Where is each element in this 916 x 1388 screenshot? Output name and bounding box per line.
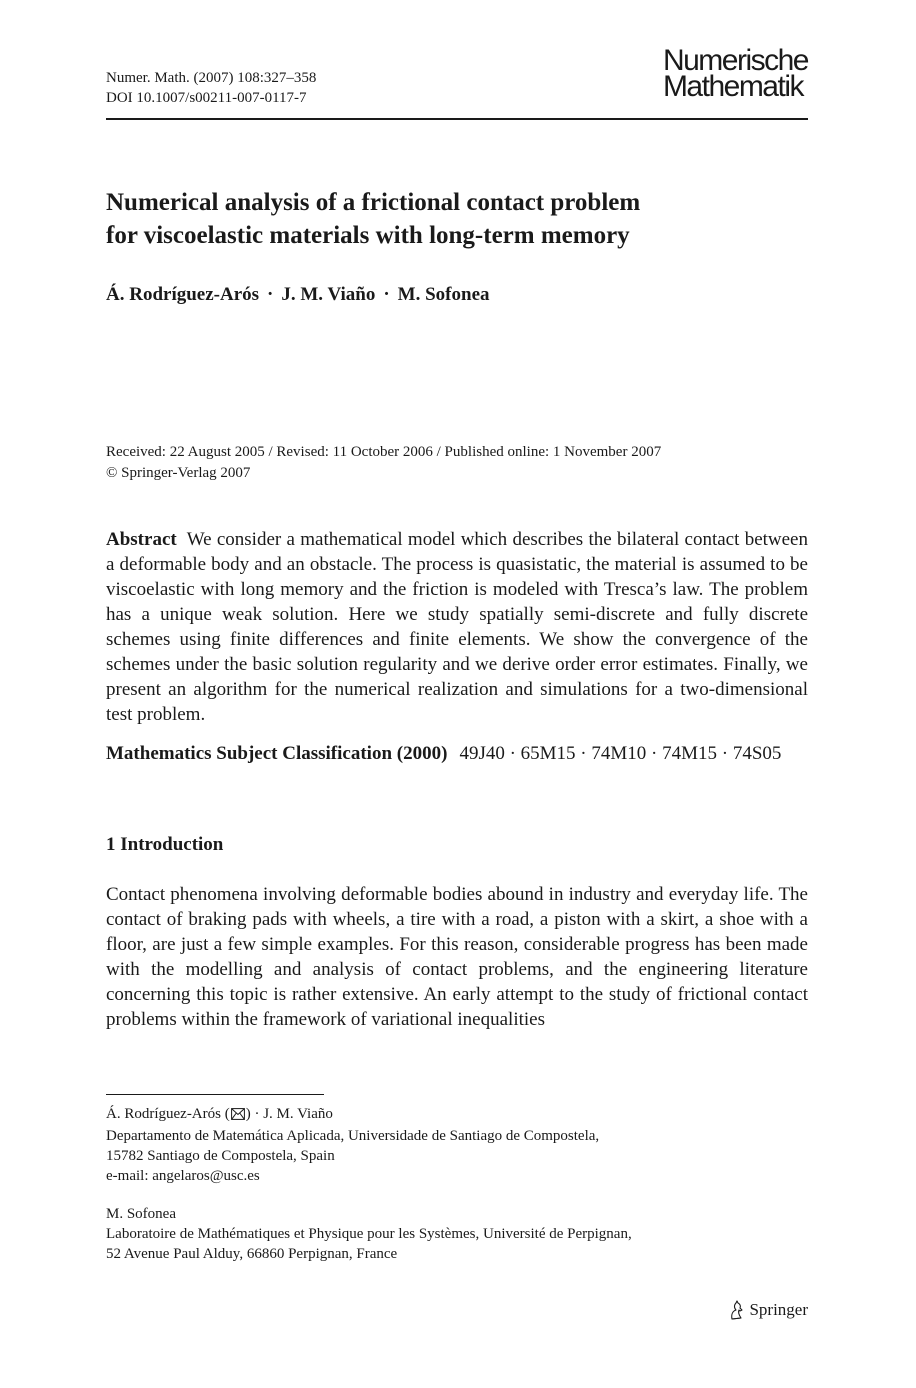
affiliation-author-a: Á. Rodríguez-Arós ( xyxy=(106,1106,230,1122)
affiliation-line: Departamento de Matemática Aplicada, Universidade de Santiago de Compostela, xyxy=(106,1128,600,1144)
copyright-line: © Springer-Verlag 2007 xyxy=(106,465,251,481)
envelope-icon xyxy=(231,1106,245,1126)
affiliation-line: Laboratoire de Mathématiques et Physique pour les Systèmes, Université de Perpignan, xyxy=(106,1226,632,1242)
abstract xyxy=(106,527,808,727)
journal-logo-line2: Mathematik xyxy=(662,70,803,103)
publication-dates xyxy=(106,442,661,484)
section-heading: 1 Introduction xyxy=(106,834,224,855)
doi-line: DOI 10.1007/s00211-007-0117-7 xyxy=(106,90,307,106)
publisher-logo xyxy=(728,1298,808,1322)
author-list xyxy=(106,282,490,308)
journal-logo-line1: Numerische xyxy=(662,44,808,77)
publisher-name: Springer xyxy=(749,1300,808,1319)
citation-line: Numer. Math. (2007) 108:327–358 xyxy=(106,70,317,86)
affiliation-authors xyxy=(106,1104,808,1126)
header-rule xyxy=(106,118,808,120)
msc-label: Mathematics Subject Classification (2000) xyxy=(106,743,448,764)
paper-page xyxy=(106,0,808,1388)
affiliation-line: 52 Avenue Paul Alduy, 66860 Perpignan, France xyxy=(106,1246,398,1262)
affiliation-line: 15782 Santiago de Compostela, Spain xyxy=(106,1148,335,1164)
springer-horse-icon xyxy=(728,1300,744,1320)
msc-codes: 49J40 · 65M15 · 74M10 · 74M15 · 74S05 xyxy=(459,743,782,764)
history-line: Received: 22 August 2005 / Revised: 11 October 2006 / Published online: 1 November 2007 xyxy=(106,444,662,460)
journal-header xyxy=(106,44,808,120)
author-name: Á. Rodríguez-Arós xyxy=(106,284,260,305)
author-separator: · xyxy=(383,284,390,305)
paper-title xyxy=(106,186,808,252)
affiliations xyxy=(106,1104,808,1282)
author-name: J. M. Viaño xyxy=(281,284,376,305)
subject-classification xyxy=(106,741,808,766)
email-line: e-mail: angelaros@usc.es xyxy=(106,1168,260,1184)
affiliation-authors: M. Sofonea xyxy=(106,1206,176,1222)
affiliation-author-b: ) · J. M. Viaño xyxy=(245,1106,333,1122)
author-name: M. Sofonea xyxy=(397,284,490,305)
author-separator: · xyxy=(267,284,274,305)
affiliation-block xyxy=(106,1104,808,1186)
title-line: for viscoelastic materials with long-term memory xyxy=(106,222,630,249)
journal-logo xyxy=(662,44,808,103)
footnote-rule xyxy=(106,1094,324,1095)
citation xyxy=(106,68,316,108)
abstract-label: Abstract xyxy=(106,529,177,550)
abstract-text: We consider a mathematical model which describes the bilateral contact between a deformable body and an obstacle. The process is quasistatic, the material is assumed to be viscoelastic with long memory and the friction is modeled with Tresca’s law. The problem has a unique weak solution. Here we study spatially semi-discrete and fully discrete schemes using finite differences and finite elements. We show the convergence of the schemes under the basic solution regularity and we derive order error estimates. Finally, we present an algorithm for the numerical realization and simulations for a two-dimensional test problem. xyxy=(106,529,808,725)
title-line: Numerical analysis of a frictional contact problem xyxy=(106,189,641,216)
introduction-text: Contact phenomena involving deformable bodies abound in industry and everyday life. The contact of braking pads with wheels, a tire with a road, a piston with a skirt, a shoe with a floor, are just a few simple examples. For this reason, considerable progress has been made with the modelling and analysis of contact problems, and the engineering literature concerning this topic is rather extensive. An early attempt to the study of frictional contact problems within the framework of variational inequalities xyxy=(106,884,808,1030)
affiliation-block xyxy=(106,1204,808,1264)
